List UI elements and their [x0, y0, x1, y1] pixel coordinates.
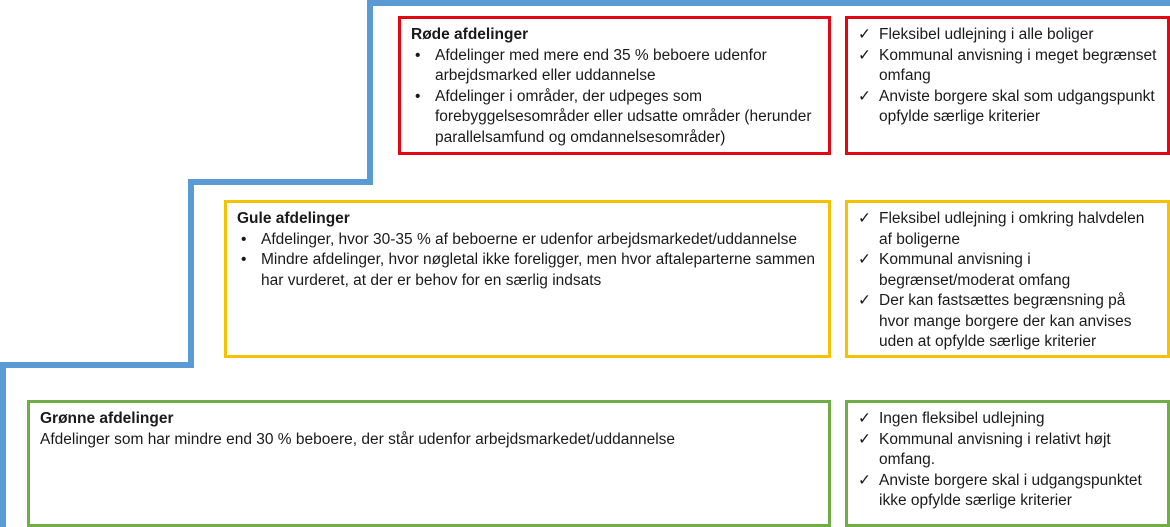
red-departments-box: [398, 16, 831, 155]
red-measure-1: [856, 25, 1159, 46]
check-icon: ✓: [858, 410, 871, 427]
check-icon: ✓: [858, 471, 871, 489]
yellow-measures-box: [845, 200, 1170, 358]
green-measure-3-text: Anviste borgere skal i udgangspunktet ikke opfylde særlige kriterier: [879, 471, 1142, 509]
yellow-criterion-1: • Afdelinger, hvor 30-35 % af beboerne er udenfor arbejdsmarkedet/uddannelse: [237, 230, 818, 251]
green-measure-2: [856, 430, 1159, 471]
yellow-measure-1: [856, 209, 1159, 250]
check-icon: ✓: [858, 430, 871, 448]
yellow-measure-2-text: Kommunal anvisning i begrænset/moderat omfang: [879, 251, 1071, 289]
red-measure-1-text: Fleksibel udlejning i alle boliger: [879, 26, 1094, 43]
yellow-measures-list: [856, 209, 1159, 353]
green-criterion: Afdelinger som har mindre end 30 % beboere, der står udenfor arbejdsmarkedet/uddannelse: [40, 430, 676, 448]
red-departments-title: Røde afdelinger: [411, 26, 529, 43]
green-measure-2-text: Kommunal anvisning i relativt højt omfang.: [879, 430, 1111, 468]
check-icon: ✓: [858, 46, 871, 64]
check-icon: ✓: [858, 251, 871, 268]
red-measures-list: [856, 25, 1159, 128]
yellow-measure-2: [856, 250, 1159, 291]
red-measures-box: [845, 16, 1170, 155]
green-measure-1: [856, 409, 1159, 430]
red-measure-2: [856, 46, 1159, 87]
green-departments-box: [27, 400, 831, 527]
check-icon: ✓: [858, 26, 871, 43]
green-measures-list: [856, 409, 1159, 512]
yellow-criterion-2: • Mindre afdelinger, hvor nøgletal ikke foreligger, men hvor aftaleparterne sammen har vurderet, at der er behov for en særlig indsats: [237, 250, 818, 291]
red-measure-3: [856, 87, 1159, 128]
red-criteria-list: [411, 46, 818, 149]
red-criterion-1: • Afdelinger med mere end 35 % beboere udenfor arbejdsmarked eller uddannelse: [411, 46, 818, 87]
yellow-measure-1-text: Fleksibel udlejning i omkring halvdelen af boligerne: [879, 210, 1145, 248]
green-measure-3: [856, 471, 1159, 512]
yellow-criteria-list: [237, 230, 818, 292]
check-icon: ✓: [858, 87, 871, 105]
green-measures-box: [845, 400, 1170, 527]
yellow-measure-3: [856, 291, 1159, 353]
green-measure-1-text: Ingen fleksibel udlejning: [879, 410, 1045, 427]
yellow-measure-3-text: Der kan fastsættes begrænsning på hvor mange borgere der kan anvises uden at opfylde særlige kriterier: [879, 292, 1132, 350]
red-measure-2-text: Kommunal anvisning i meget begrænset omfang: [879, 46, 1157, 84]
green-departments-title: Grønne afdelinger: [40, 410, 174, 427]
check-icon: ✓: [858, 292, 871, 309]
yellow-departments-box: [224, 200, 831, 358]
yellow-departments-title: Gule afdelinger: [237, 210, 350, 227]
red-criterion-2: • Afdelinger i områder, der udpeges som forebyggelsesområder eller udsatte områder (herunder parallelsamfund og omdannelsesområder): [411, 87, 818, 149]
red-measure-3-text: Anviste borgere skal som udgangspunkt opfylde særlige kriterier: [879, 87, 1155, 125]
check-icon: ✓: [858, 210, 871, 227]
